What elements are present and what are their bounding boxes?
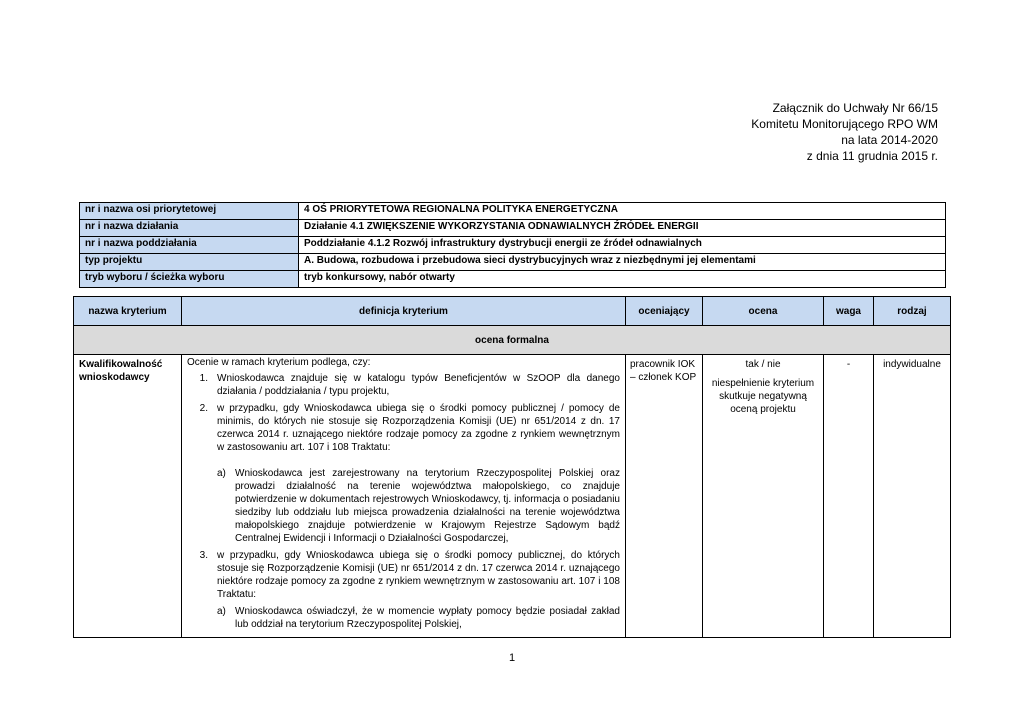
col-header-evaluator: oceniający [626,297,703,326]
info-table [79,202,946,288]
item-number: 1. [199,373,208,384]
header-line: Załącznik do Uchwały Nr 66/15 [772,101,938,115]
info-row [80,220,946,237]
definition-subitem [217,605,620,631]
info-value: tryb konkursowy, nabór otwarty [299,271,946,288]
info-value: Poddziałanie 4.1.2 Rozwój infrastruktury dystrybucji energii ze źródeł odnawialnych [299,237,946,254]
info-label: typ projektu [80,254,299,271]
definition-item [187,549,620,601]
criteria-header-row [74,297,951,326]
definition-item [187,402,620,454]
header-line: Komitetu Monitorującego RPO WM [751,117,938,131]
criterion-definition [182,355,626,638]
info-label: nr i nazwa osi priorytetowej [80,203,299,220]
criterion-evaluator: pracownik IOK – członek KOP [626,355,703,638]
info-row [80,254,946,271]
rating-note: niespełnienie kryterium skutkuje negatywną oceną projektu [711,378,815,415]
section-title: ocena formalna [74,326,951,355]
rating-value: tak / nie [745,359,781,370]
col-header-type: rodzaj [874,297,951,326]
subitem-letter: a) [217,606,226,617]
col-header-definition: definicja kryterium [182,297,626,326]
page-number: 1 [508,652,516,664]
info-row [80,271,946,288]
item-number: 2. [199,403,208,414]
info-value: 4 OŚ PRIORYTETOWA REGIONALNA POLITYKA ENERGETYCZNA [299,203,946,220]
document-header [751,100,938,164]
item-text: w przypadku, gdy Wnioskodawca ubiega się o środki pomocy publicznej / pomocy de minimis, do których nie stosuje się Rozporządzenia Komisji (UE) nr 651/2014 z dn. 17 czerwca 2014 r. uznającego niektóre rodzaje pomocy za zgodne z rynkiem wewnętrznym w zastosowaniu art. 107 i 108 Traktatu: [217,403,620,453]
definition-subitem [217,467,620,545]
subitem-letter: a) [217,468,226,479]
criterion-row [74,355,951,638]
info-label: nr i nazwa działania [80,220,299,237]
info-value: A. Budowa, rozbudowa i przebudowa sieci dystrybucyjnych wraz z niezbędnymi jej elementami [299,254,946,271]
info-value: Działanie 4.1 ZWIĘKSZENIE WYKORZYSTANIA ODNAWIALNYCH ŹRÓDEŁ ENERGII [299,220,946,237]
info-row [80,237,946,254]
col-header-weight: waga [824,297,874,326]
col-header-name: nazwa kryterium [74,297,182,326]
header-line: z dnia 11 grudnia 2015 r. [806,149,938,163]
criterion-name: Kwalifikowalność wnioskodawcy [74,355,182,638]
col-header-rating: ocena [703,297,824,326]
header-line: na lata 2014-2020 [841,133,938,147]
info-label: tryb wyboru / ścieżka wyboru [80,271,299,288]
criterion-type: indywidualne [874,355,951,638]
section-row [74,326,951,355]
subitem-text: Wnioskodawca oświadczył, że w momencie wypłaty pomocy będzie posiadał zakład lub oddział na terytorium Rzeczypospolitej Polskiej, [235,606,620,630]
criterion-rating [703,355,824,638]
item-number: 3. [199,550,208,561]
subitem-text: Wnioskodawca jest zarejestrowany na terytorium Rzeczypospolitej Polskiej oraz prowadzi działalność na terenie województwa małopolskiego, co znajduje potwierdzenie w dokumentach rejestrowych Wnioskodawcy, tj. informacja o posiadaniu siedziby lub oddziału lub miejsca prowadzenia działalności na terenie województwa małopolskiego znajduje potwierdzenie w Krajowym Rejestrze Sądowym bądź Centralnej Ewidencji i Informacji o Działalności Gospodarczej, [235,468,620,544]
definition-intro: Ocenie w ramach kryterium podlega, czy: [187,357,371,368]
info-row [80,203,946,220]
criteria-table [73,296,951,638]
item-text: Wnioskodawca znajduje się w katalogu typów Beneficjentów w SzOOP dla danego działania / poddziałania / typu projektu, [217,373,620,397]
definition-item [187,372,620,398]
info-label: nr i nazwa poddziałania [80,237,299,254]
criterion-weight: - [824,355,874,638]
item-text: w przypadku, gdy Wnioskodawca ubiega się o środki pomocy publicznej, do których stosuje się Rozporządzenie Komisji (UE) nr 651/2014 z dn. 17 czerwca 2014 r. uznającego niektóre rodzaje pomocy za zgodne z rynkiem wewnętrznym w zastosowaniu art. 107 i 108 Traktatu: [217,550,620,600]
